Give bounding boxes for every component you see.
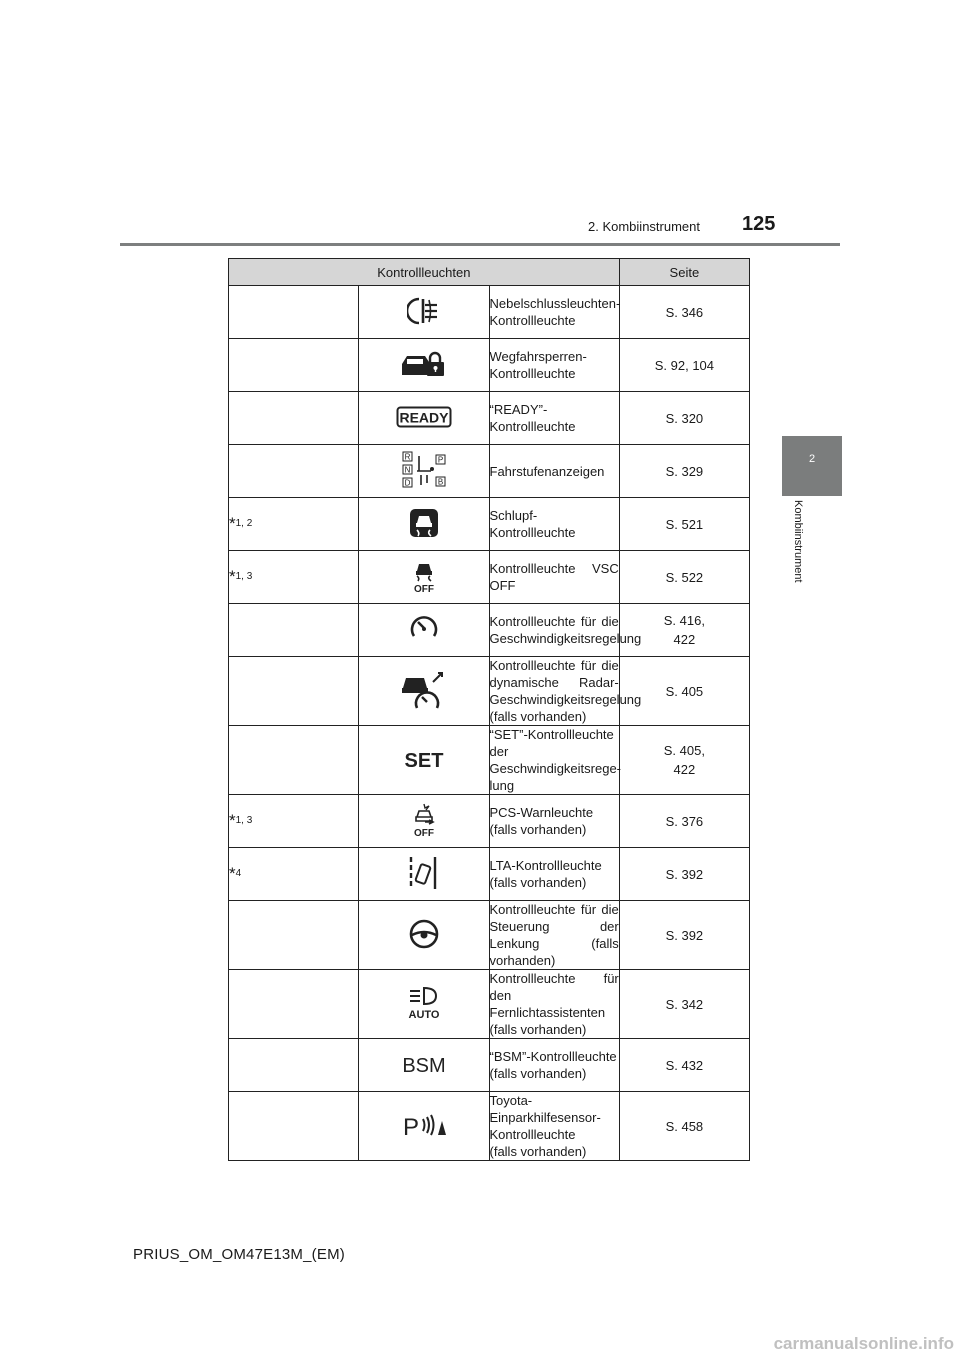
watermark: carmanualsonline.info (773, 1334, 954, 1353)
chapter-tab: 2 (782, 436, 842, 496)
table-row (229, 286, 750, 339)
indicator-icon-cell (359, 726, 489, 795)
indicator-description: Kontrollleuchte für die dynamische Radar-Geschwindigkeitsregelung (falls vorhanden) (489, 658, 642, 724)
table-row (229, 726, 750, 795)
svg-text:OFF: OFF (413, 827, 434, 837)
set-icon (404, 748, 444, 773)
footnote-ref (229, 392, 359, 445)
vsc-off-icon (407, 559, 441, 596)
table-row (229, 551, 750, 604)
footnote-ref (229, 1092, 359, 1161)
indicator-description: PCS-Warnleuchte (falls vorhanden) (489, 795, 619, 848)
indicator-icon-cell (359, 286, 489, 339)
svg-text:OFF: OFF (413, 583, 434, 593)
page-reference: S. 376 (619, 795, 749, 848)
indicator-table (228, 258, 750, 1161)
svg-text:P: P (402, 1113, 419, 1139)
shift-position-icon (401, 451, 447, 492)
footnote-number: 1, 3 (235, 815, 253, 826)
indicator-description: “BSM”-Kontrollleuchte (falls vorhanden) (489, 1039, 619, 1092)
svg-text:SET: SET (404, 749, 444, 770)
bsm-icon (401, 1053, 447, 1078)
footnote-ref (229, 339, 359, 392)
footnote-ref (229, 604, 359, 657)
chapter-label (782, 500, 810, 610)
asterisk-icon: * (229, 514, 236, 533)
indicator-icon-cell (359, 445, 489, 498)
footnote-ref (229, 848, 359, 901)
indicator-icon-cell (359, 392, 489, 445)
page-reference: S. 346 (619, 286, 749, 339)
indicator-icon-cell (359, 848, 489, 901)
immobilizer-icon (399, 350, 449, 381)
ready-icon (396, 406, 452, 431)
indicator-description: Wegfahrsperren-Kontrollleuchte (489, 339, 619, 392)
indicator-description: LTA-Kontrollleuchte (falls vorhanden) (489, 848, 619, 901)
table-row (229, 604, 750, 657)
table-row (229, 1039, 750, 1092)
col-header-page: Seite (619, 259, 749, 286)
table-row (229, 901, 750, 970)
table-row (229, 848, 750, 901)
asterisk-icon: * (229, 811, 236, 830)
page-reference: S. 92, 104 (619, 339, 749, 392)
indicator-icon-cell (359, 604, 489, 657)
svg-text:B: B (437, 477, 444, 486)
table-row (229, 498, 750, 551)
page-reference: S. 416, 422 (619, 604, 749, 657)
page-reference: S. 342 (619, 970, 749, 1039)
indicator-description: Kontrollleuchte VSC OFF (489, 551, 619, 604)
table-row (229, 445, 750, 498)
page-reference: S. 405 (619, 657, 749, 726)
lta-icon (407, 855, 441, 894)
svg-text:N: N (404, 465, 411, 474)
page-number: 125 (742, 213, 776, 235)
footnote-ref (229, 498, 359, 551)
indicator-icon-cell (359, 551, 489, 604)
chapter-label-text: Kombiinstrument (792, 500, 804, 583)
svg-text:AUTO: AUTO (408, 1008, 440, 1021)
page-reference: S. 521 (619, 498, 749, 551)
svg-text:BSM: BSM (402, 1054, 446, 1075)
svg-text:READY: READY (399, 409, 449, 425)
footnote-ref (229, 795, 359, 848)
indicator-icon-cell (359, 901, 489, 970)
footnote-ref (229, 551, 359, 604)
indicator-icon-cell (359, 1039, 489, 1092)
auto-high-beam-icon (404, 985, 444, 1024)
table-row (229, 1092, 750, 1161)
footnote-ref (229, 970, 359, 1039)
footnote-ref (229, 901, 359, 970)
footnote-number: 1, 3 (235, 571, 253, 582)
asterisk-icon: * (229, 567, 236, 586)
parking-sensor-icon (402, 1111, 446, 1142)
indicator-description: Nebelschlussleuchten-Kontrollleuchte (489, 286, 619, 339)
indicator-description: Kontrollleuchte für die Steuerung der Lenkung (falls vorhanden) (489, 902, 619, 968)
indicator-icon-cell (359, 339, 489, 392)
pcs-off-icon (407, 803, 441, 840)
indicator-description: Kontrollleuchte für den Fernlichtassistenten (falls vorhanden) (489, 971, 619, 1037)
page-reference: S. 392 (619, 901, 749, 970)
rear-fog-light-icon (407, 296, 441, 329)
indicator-description: Toyota-Einparkhilfesensor-Kontrollleuchte (falls vorhanden) (489, 1092, 619, 1161)
page-reference: S. 329 (619, 445, 749, 498)
footnote-ref (229, 1039, 359, 1092)
indicator-description: “SET”-Kontrollleuchte der Geschwindigkeitsrege-lung (489, 727, 622, 793)
svg-text:P: P (437, 455, 444, 464)
indicator-description: Schlupf-Kontrollleuchte (489, 498, 619, 551)
radar-cruise-icon (400, 670, 448, 713)
indicator-icon-cell (359, 970, 489, 1039)
header-rule (120, 243, 840, 246)
table-row (229, 339, 750, 392)
footnote-ref (229, 657, 359, 726)
slip-icon (409, 508, 439, 541)
page-reference: S. 458 (619, 1092, 749, 1161)
footnote-number: 4 (235, 868, 242, 879)
indicator-description: Fahrstufenanzeigen (489, 445, 619, 498)
page-reference: S. 432 (619, 1039, 749, 1092)
cruise-control-icon (407, 614, 441, 647)
table-row (229, 657, 750, 726)
table-row (229, 970, 750, 1039)
footnote-ref (229, 445, 359, 498)
footnote-number: 1, 2 (235, 518, 253, 529)
asterisk-icon: * (229, 864, 236, 883)
page-reference: S. 392 (619, 848, 749, 901)
steering-wheel-icon (408, 918, 440, 953)
indicator-icon-cell (359, 657, 489, 726)
svg-text:D: D (404, 478, 411, 487)
page-reference: S. 320 (619, 392, 749, 445)
indicator-icon-cell (359, 498, 489, 551)
footnote-ref (229, 286, 359, 339)
header-section-title: 2. Kombiinstrument (588, 219, 700, 234)
indicator-icon-cell (359, 1092, 489, 1161)
indicator-description: “READY”-Kontrollleuchte (489, 392, 619, 445)
col-header-lights: Kontrollleuchten (229, 259, 620, 286)
table-row (229, 392, 750, 445)
footnote-ref (229, 726, 359, 795)
svg-text:R: R (404, 452, 411, 461)
table-row (229, 795, 750, 848)
page-reference: S. 405, 422 (619, 726, 749, 795)
indicator-icon-cell (359, 795, 489, 848)
footer-code: PRIUS_OM_OM47E13M_(EM) (133, 1246, 345, 1263)
indicator-description: Kontrollleuchte für die Geschwindigkeitsregelung (489, 604, 619, 657)
page-reference: S. 522 (619, 551, 749, 604)
